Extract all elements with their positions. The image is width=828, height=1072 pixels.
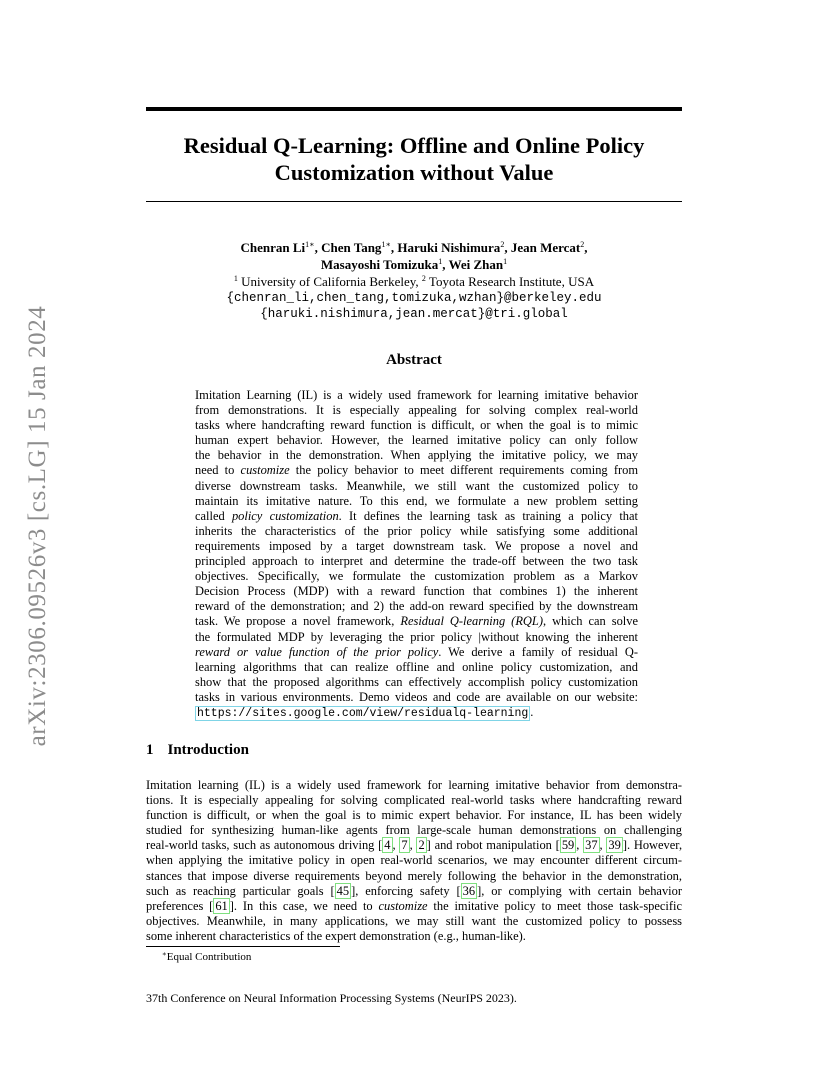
emphasis: Residual Q-learning (RQL) xyxy=(400,614,543,629)
author-affiliation-mark: 1∗ xyxy=(305,240,315,249)
citation-link[interactable]: 61 xyxy=(215,898,228,913)
author-name: Haruki Nishimura xyxy=(397,240,501,255)
text-line: show that the proposed algorithms can effectively accomplish policy customization xyxy=(195,674,638,689)
text-line: Decision Process (MDP) with a reward function that combines 1) the inherent xyxy=(195,584,638,599)
text-line: task. We propose a novel framework, Residual Q-learning (RQL), which can solve xyxy=(195,614,638,629)
text-line: need to customize the policy behavior to meet different requirements coming from xyxy=(195,463,639,478)
citation-link[interactable]: 37 xyxy=(585,838,598,853)
citation-link[interactable]: 39 xyxy=(608,838,621,853)
affiliation-mark: 2 xyxy=(421,274,426,283)
arxiv-identifier-stamp[interactable]: arXiv:2306.09526v3 [cs.LG] 15 Jan 2024 xyxy=(24,305,51,747)
text-line: called policy customization. It defines the learning task as training a policy that xyxy=(195,508,638,523)
emphasis: customize xyxy=(240,463,290,478)
footnote-rule xyxy=(146,946,340,947)
author-affiliation-mark: 1∗ xyxy=(381,240,391,249)
affiliation-tri: Toyota Research Institute, USA xyxy=(428,274,595,289)
author-name: Chenran Li xyxy=(240,240,306,255)
text-line: tasks where handcrafting reward function is difficult, or when the goal is to mimic xyxy=(195,418,638,433)
citation-link[interactable]: 36 xyxy=(462,883,476,898)
citation-link[interactable]: 59 xyxy=(561,838,575,853)
title-bottom-rule xyxy=(146,201,682,202)
citation-link[interactable]: 7 xyxy=(401,838,408,853)
text-line: some inherent characteristics of the expert demonstration (e.g., human-like). xyxy=(146,928,526,943)
emphasis: reward or value function of the prior policy xyxy=(195,644,439,659)
author-affiliation-mark: 1 xyxy=(503,257,508,266)
text-line: inherits the characteristics of the prior policy while satisfying some additional xyxy=(195,523,638,538)
text-line: real-world tasks, such as autonomous driving [ 4 , 7 , 2 ] and robot manipulation [ 59 , 37 , 39 ]. However, xyxy=(146,838,683,853)
author-affiliation-mark: 2 xyxy=(500,240,505,249)
text-line: objectives. Specifically, we formulate the customization problem as a Markov xyxy=(195,569,638,584)
text-line: Imitation learning (IL) is a widely used framework for learning imitative behavior from demonstra- xyxy=(146,778,682,792)
text-line: reward of the demonstration; and 2) the add-on reward specified by the downstream xyxy=(195,599,638,614)
text-line: from demonstrations. It is especially appealing for solving complex real-world xyxy=(195,403,638,418)
text-line: when applying the imitative policy in open real-world scenarios, we may encounter different circum- xyxy=(146,853,682,868)
author-affiliation-mark: 2 xyxy=(580,240,585,249)
author-name: Wei Zhan xyxy=(448,257,504,272)
text-line: objectives. Meanwhile, in many applications, we may still want the customized policy to possess xyxy=(146,913,682,928)
footnote xyxy=(162,950,251,964)
footnote-mark: ∗ xyxy=(162,950,167,958)
venue-note: 37th Conference on Neural Information Processing Systems (NeurIPS 2023). xyxy=(146,991,517,1005)
author-line-1: Chenran $Li^{1∗}$, Chen Tang$^{1∗}$, Haruki Nishimura$^2$, Jean Mercat$^2$, xyxy=(240,240,588,255)
abstract-heading: Abstract xyxy=(386,352,442,368)
paper-title xyxy=(146,132,682,186)
author-name: Masayoshi Tomizuka xyxy=(320,257,439,272)
title-line: Residual Q-Learning: Offline and Online Policy xyxy=(183,133,645,158)
section-title: Introduction xyxy=(167,742,249,758)
text-line: tions. It is especially appealing for solving complicated real-world tasks where handcrafting reward xyxy=(146,793,682,808)
citation-link[interactable]: 45 xyxy=(336,883,350,898)
citation-link[interactable]: 2 xyxy=(418,838,425,853)
text-line: learning algorithms that can realize offline and online policy customization, and xyxy=(195,659,638,674)
text-line: the formulated MDP by leveraging the prior policy |without knowing the inherent xyxy=(195,629,638,644)
text-line: preferences [ 61 ]. In this case, we need to customize the imitative policy to meet those task-specific xyxy=(146,898,682,913)
text-line: such as reaching particular goals [ 45 ], enforcing safety [ 36 ], or complying with certain behavior xyxy=(146,883,682,898)
affiliation-berkeley: University of California Berkeley, xyxy=(241,274,419,289)
section-number: 1 xyxy=(146,742,154,758)
project-website-link[interactable]: https://sites.google.com/view/residualq-learning xyxy=(197,706,529,720)
text-line: studied for synthesizing human-like agents from large-scale human demonstrations on challenging xyxy=(146,823,682,838)
author-line-2: Masayoshi Tomizuka$^1$, Wei Zhan$^1$ xyxy=(320,257,508,272)
text-line: principled approach to interpret and determine the trade-off between the two task xyxy=(195,554,638,569)
affiliation-mark: 1 xyxy=(233,274,238,283)
title-top-rule xyxy=(146,107,682,111)
abstract-text xyxy=(195,388,638,720)
text-line: reward or value function of the prior policy. We derive a family of residual Q- xyxy=(195,644,638,659)
footnote-text: Equal Contribution xyxy=(166,951,252,963)
text-line: requirements imposed by a target downstream task. We propose a novel and xyxy=(195,538,638,553)
affiliation-line xyxy=(146,273,682,290)
text-line: function is difficult, or when the goal is to mimic expert behavior. For instance, IL has been widely xyxy=(146,808,682,823)
title-line: Customization without Value xyxy=(274,160,554,185)
email-berkeley: {chenran_li,chen_tang,tomizuka,wzhan}@berkeley.edu xyxy=(226,291,602,305)
text-line: https://sites.google.com/view/residualq-learning . xyxy=(197,704,534,720)
emphasis: customize xyxy=(378,898,428,913)
author-block xyxy=(146,239,682,322)
text-line: maintain its imitative nature. To this end, we formulate a new problem setting xyxy=(195,493,638,508)
emphasis: policy customization xyxy=(231,508,339,523)
text-line: Imitation Learning (IL) is a widely used framework for learning imitative behavior xyxy=(195,388,638,402)
text-line: tasks in various environments. Demo videos and code are available on our website: xyxy=(195,689,638,704)
citation-link[interactable]: 4 xyxy=(384,838,391,853)
email-tri: {haruki.nishimura,jean.mercat}@tri.global xyxy=(260,307,568,321)
introduction-text xyxy=(146,778,682,944)
author-name: Chen Tang xyxy=(321,240,382,255)
author-affiliation-mark: 1 xyxy=(438,257,443,266)
text-line: human expert behavior. However, the learned imitative policy can only follow xyxy=(195,433,638,448)
text-line: diverse downstream tasks. Meanwhile, we still want the customized policy to xyxy=(195,478,638,493)
author-name: Jean Mercat xyxy=(510,240,581,255)
text-line: stances that impose diverse requirements beyond merely following the behavior in the demonstration, xyxy=(146,868,682,883)
section-heading-introduction xyxy=(146,742,682,759)
text-line: the behavior in the demonstration. When applying the imitative policy, we may xyxy=(195,448,638,463)
